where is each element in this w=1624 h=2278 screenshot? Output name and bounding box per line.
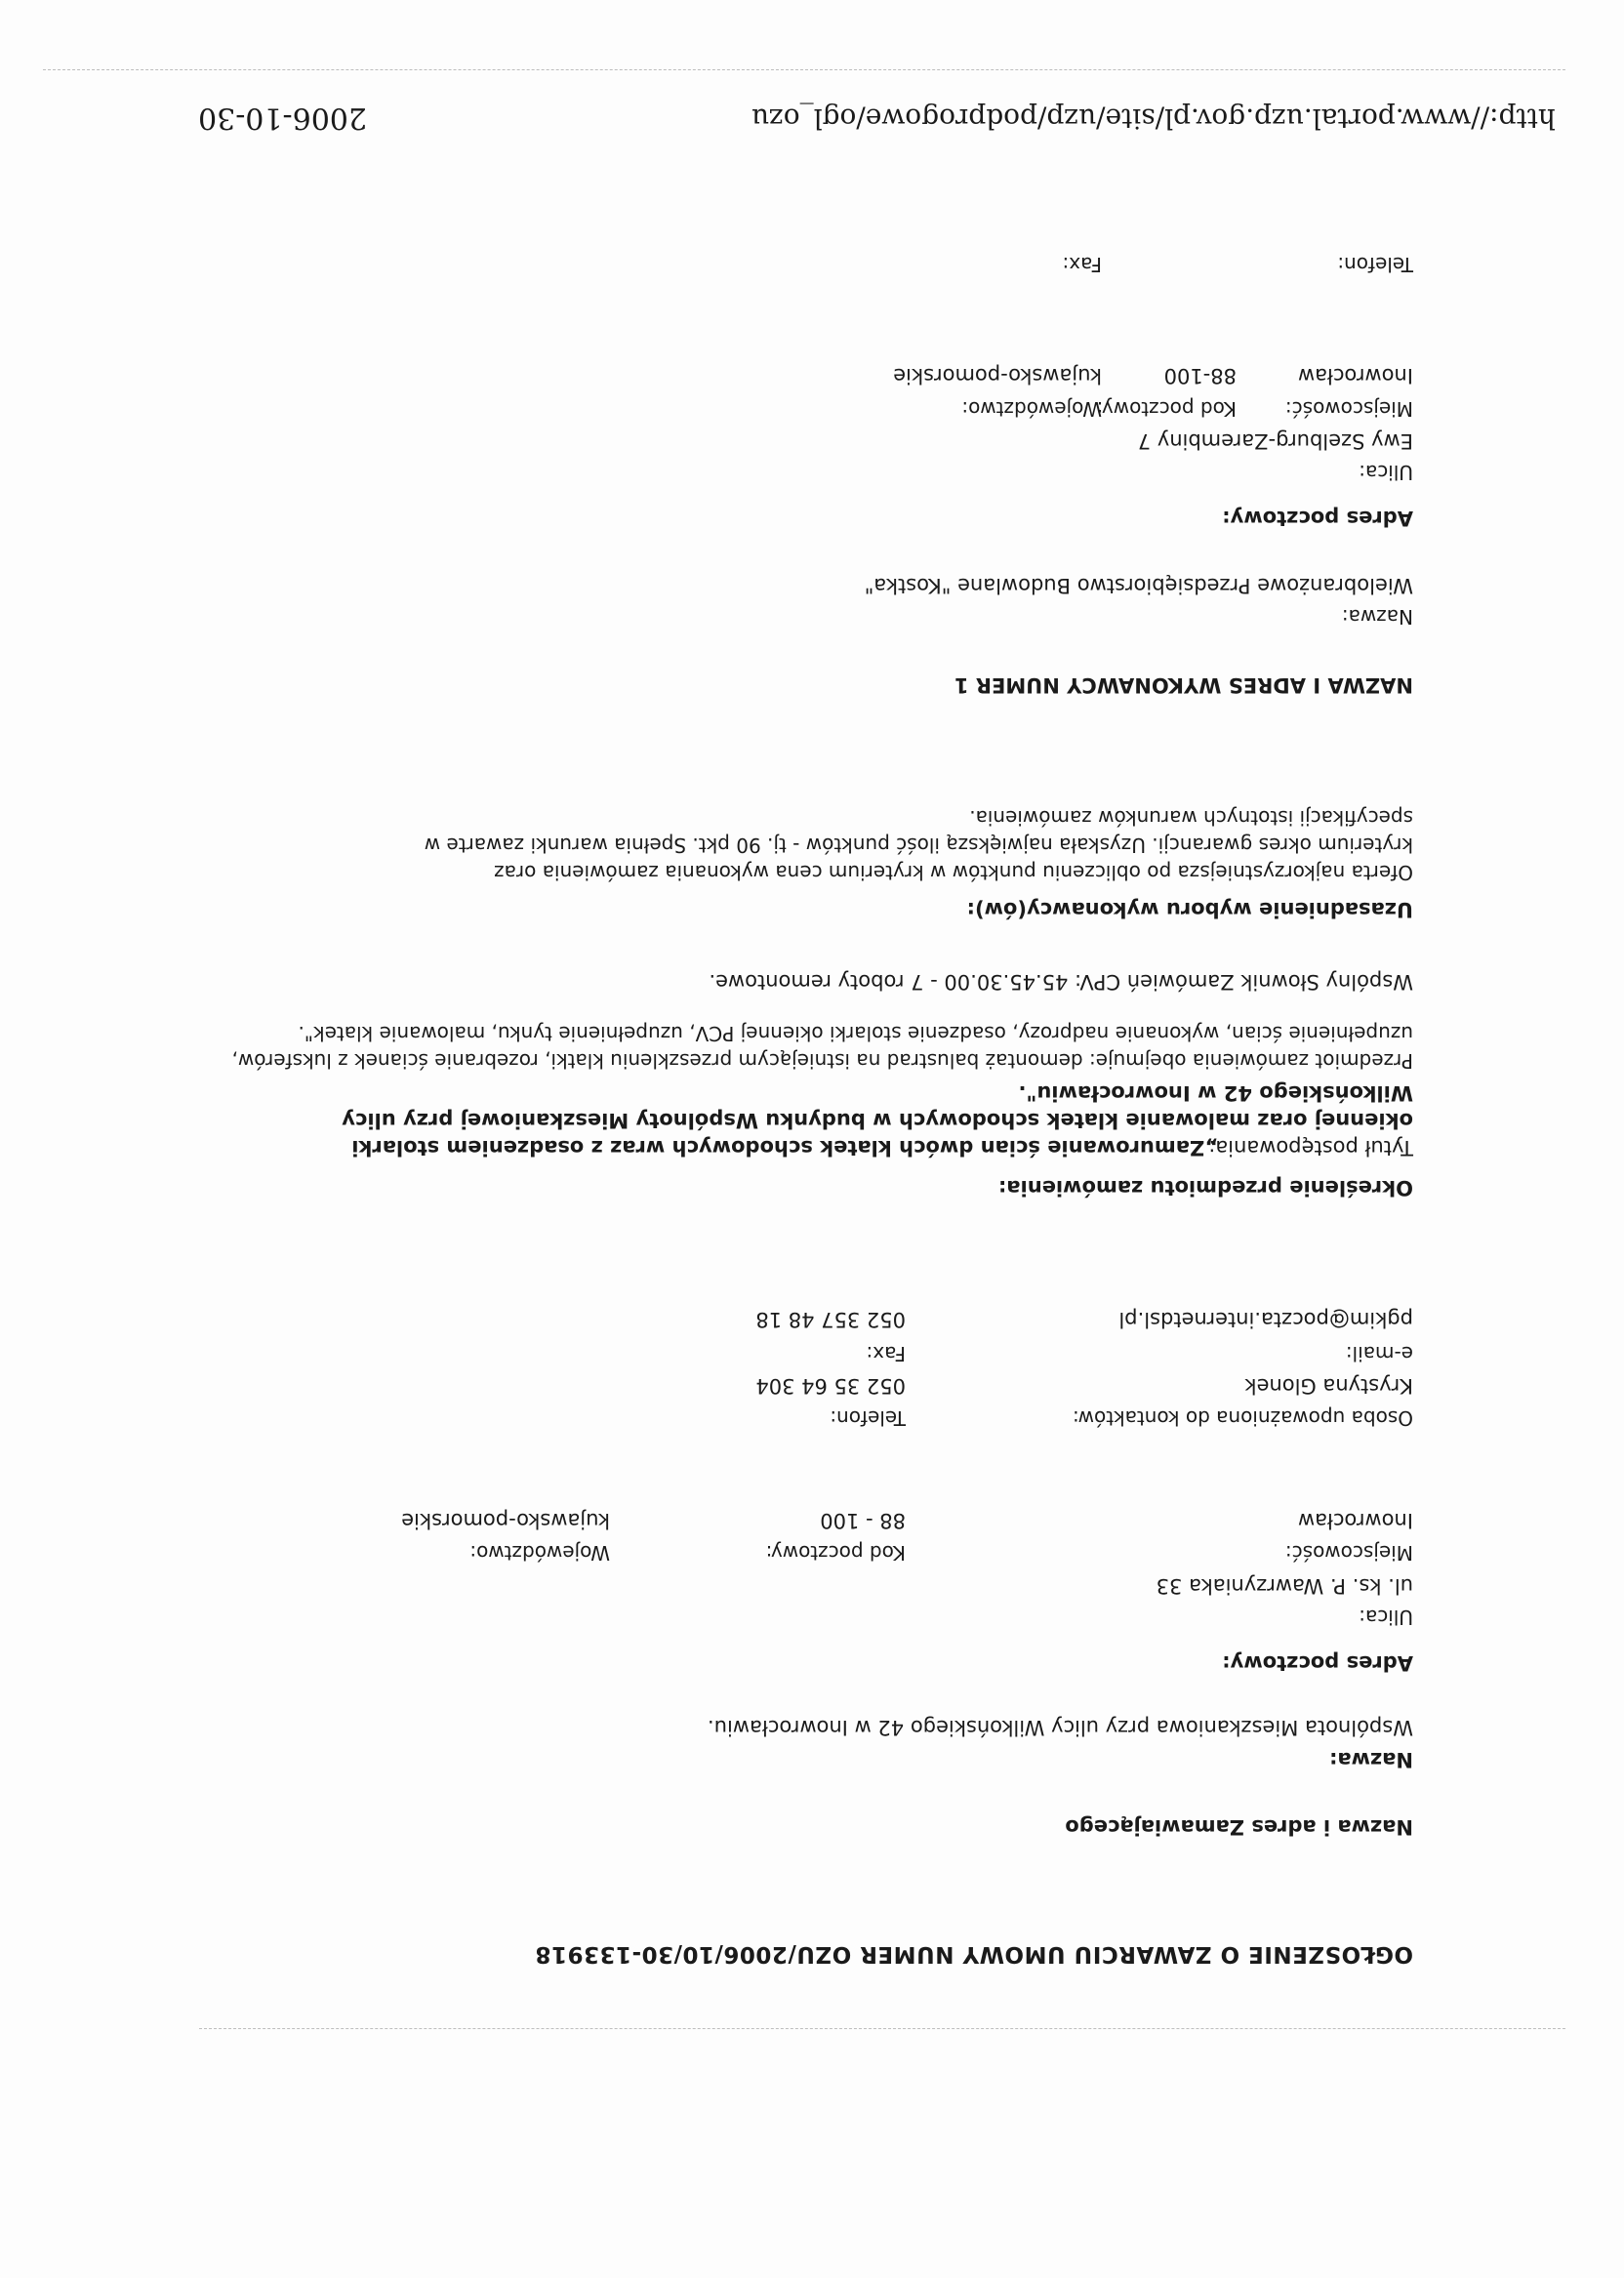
wykonawca-miejscowosc: Inowrocław — [1297, 364, 1413, 387]
wykonawca-kod-label: Kod pocztowy: — [1096, 397, 1237, 421]
wykonawca-miejscowosc-label: Miejscowość: — [1284, 397, 1413, 421]
przedmiot-tytul-line2: okiennej oraz malowanie klatek schodowych w budynku Wspólnoty Mieszkaniowej przy ulicy — [342, 1109, 1413, 1132]
zamawiajacy-nazwa: Wspólnota Mieszkaniowa przy ulicy Wilkońskiego 42 w Inowrocławiu. — [707, 1716, 1413, 1739]
przedmiot-tytul-line1: „Zamurowanie ścian dwóch klatek schodowych wraz z osadzeniem stolarki — [351, 1136, 1218, 1159]
zamawiajacy-fax-label: Fax: — [866, 1342, 906, 1365]
wykonawca-kod: 88-100 — [1163, 364, 1237, 387]
zamawiajacy-email-label: e-mail: — [1345, 1342, 1413, 1365]
zamawiajacy-ulica-label: Ulica: — [1359, 1606, 1413, 1629]
header-date: 2006-10-30 — [198, 101, 367, 135]
wykonawca-nazwa-label: Nazwa: — [1341, 605, 1413, 629]
zamawiajacy-telefon: 052 35 64 304 — [755, 1374, 906, 1398]
zamawiajacy-email: pgkim@poczta.internetdsl.pl — [1118, 1308, 1413, 1331]
zamawiajacy-wojewodztwo-label: Województwo: — [469, 1541, 610, 1565]
document-title: OGŁOSZENIE O ZAWARCIU UMOWY NUMER OZU/2006/10/30-133918 — [535, 1941, 1413, 1967]
przedmiot-tytul-line3: Wilkońskiego 42 w Inowrocławiu". — [1018, 1081, 1413, 1105]
przedmiot-cpv: Wspólny Słownik Zamówień CPV: 45.45.30.00 - 7 roboty remontowe. — [709, 970, 1413, 994]
wykonawca-wojewodztwo-label: Województwo: — [961, 397, 1102, 421]
zamawiajacy-telefon-label: Telefon: — [830, 1406, 906, 1430]
zamawiajacy-osoba-label: Osoba upoważniona do kontaktów: — [1072, 1406, 1413, 1430]
przedmiot-tytul-label: Tytuł postępowania: — [1208, 1136, 1413, 1159]
zamawiajacy-osoba: Krystyna Glonek — [1244, 1374, 1413, 1398]
zamawiajacy-nazwa-label: Nazwa: — [1329, 1748, 1413, 1771]
zamawiajacy-kod-label: Kod pocztowy: — [765, 1541, 906, 1565]
wykonawca-fax-label: Fax: — [1062, 253, 1102, 276]
wykonawca-telefon-label: Telefon: — [1337, 253, 1413, 276]
middle-dashed-rule — [199, 2028, 1565, 2029]
przedmiot-section-title: Określenie przedmiotu zamówienia: — [997, 1176, 1413, 1200]
zamawiajacy-miejscowosc: Inowrocław — [1297, 1509, 1413, 1532]
zamawiajacy-kod: 88 - 100 — [820, 1509, 906, 1532]
wykonawca-nazwa: Wielobranżowe Przedsiębiorstwo Budowlane "Kostka" — [864, 574, 1413, 597]
wykonawca-section-title: NAZWA I ADRES WYKONAWCY NUMER 1 — [954, 673, 1413, 697]
wykonawca-wojewodztwo: kujawsko-pomorskie — [893, 364, 1102, 387]
uzasadnienie-section-title: Uzasadnienie wyboru wykonawcy(ów): — [966, 898, 1413, 921]
zamawiajacy-section-title: Nazwa i adres Zamawiającego — [1065, 1815, 1413, 1839]
przedmiot-opis: Przedmiot zamówienia obejmuje: demontaż balustrad na istniejącym przeszkleniu klatki, rozebranie ścianek z luksferów, uzupełnienie ścian, wykonanie nadprozy, osadzenie stolarki okiennej PCV, uzupełnienie tynku, malowanie klatek". — [231, 1022, 1413, 1073]
zamawiajacy-ulica: ul. ks. P. Wawrzyniaka 33 — [1156, 1574, 1413, 1598]
header-url: http://www.portal.uzp.gov.pl/site/uzp/podprogowe/ogl_ozu — [751, 102, 1556, 135]
zamawiajacy-fax: 052 357 48 18 — [755, 1308, 906, 1331]
zamawiajacy-adres-label: Adres pocztowy: — [1222, 1651, 1413, 1675]
wykonawca-ulica: Ewy Szelburg-Zarembiny 7 — [1137, 429, 1413, 453]
zamawiajacy-wojewodztwo: kujawsko-pomorskie — [401, 1509, 610, 1532]
top-dashed-rule — [43, 69, 1565, 70]
uzasadnienie-text: Oferta najkorzystniejsza po obliczeniu punktów w kryterium cena wykonania zamówienia oraz kryterium okres gwarancji. Uzyskała największą ilość punktów - tj. 90 pkt. Spełnia warunki zawarte w specyfikacji istotnych warunków zamówienia. — [424, 806, 1413, 884]
zamawiajacy-miejscowosc-label: Miejscowość: — [1284, 1541, 1413, 1565]
wykonawca-adres-label: Adres pocztowy: — [1222, 507, 1413, 530]
wykonawca-ulica-label: Ulica: — [1359, 461, 1413, 484]
